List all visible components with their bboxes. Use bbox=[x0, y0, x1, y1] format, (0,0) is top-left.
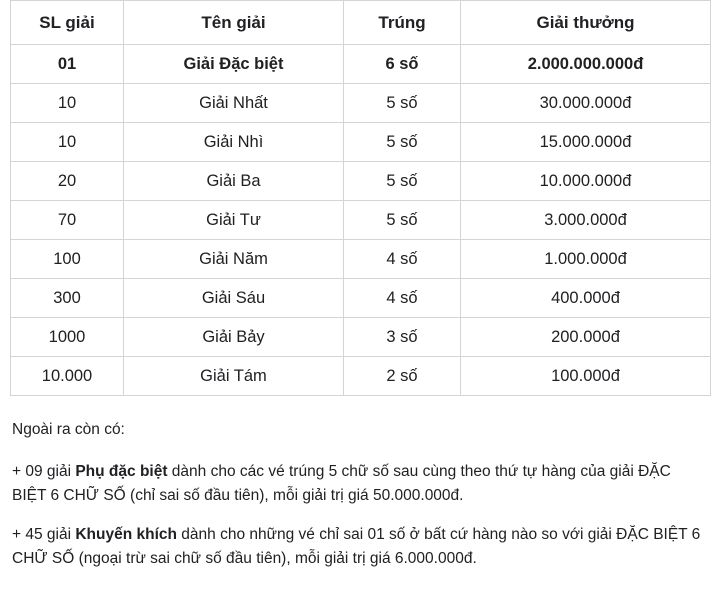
cell-prize: 1.000.000đ bbox=[461, 240, 711, 279]
additional-prizes-notes bbox=[12, 418, 708, 571]
cell-match: 4 số bbox=[344, 240, 461, 279]
column-header-match: Trúng bbox=[344, 1, 461, 45]
cell-match: 4 số bbox=[344, 279, 461, 318]
cell-name: Giải Tám bbox=[124, 357, 344, 396]
column-header-prize: Giải thưởng bbox=[461, 1, 711, 45]
table-row bbox=[11, 357, 711, 396]
cell-match: 5 số bbox=[344, 201, 461, 240]
cell-match: 5 số bbox=[344, 162, 461, 201]
cell-match: 3 số bbox=[344, 318, 461, 357]
cell-name: Giải Nhì bbox=[124, 123, 344, 162]
cell-name: Giải Nhất bbox=[124, 84, 344, 123]
cell-prize: 200.000đ bbox=[461, 318, 711, 357]
note2-rest: dành cho những vé chỉ sai 01 số ở bất cứ hàng nào so với giải ĐẶC BIỆT 6 CHỮ SỐ (ngoại trừ sai chữ số đầu tiên), mỗi giải trị giá 6.000.000đ. bbox=[12, 526, 701, 568]
note-consolation-prize bbox=[12, 523, 708, 571]
cell-prize: 2.000.000.000đ bbox=[461, 45, 711, 84]
cell-prize: 100.000đ bbox=[461, 357, 711, 396]
notes-intro: Ngoài ra còn có: bbox=[12, 421, 125, 438]
note2-prefix: + 45 giải bbox=[12, 526, 76, 544]
table-row bbox=[11, 162, 711, 201]
table-row bbox=[11, 201, 711, 240]
cell-count: 100 bbox=[11, 240, 124, 279]
table-row bbox=[11, 123, 711, 162]
column-header-name: Tên giải bbox=[124, 1, 344, 45]
note1-bold: Phụ đặc biệt bbox=[75, 463, 168, 481]
table-body bbox=[11, 45, 711, 396]
cell-prize: 400.000đ bbox=[461, 279, 711, 318]
table-row bbox=[11, 84, 711, 123]
cell-count: 01 bbox=[11, 45, 124, 84]
table-header-row bbox=[11, 1, 711, 45]
cell-prize: 30.000.000đ bbox=[461, 84, 711, 123]
cell-match: 6 số bbox=[344, 45, 461, 84]
cell-prize: 10.000.000đ bbox=[461, 162, 711, 201]
cell-name: Giải Bảy bbox=[124, 318, 344, 357]
table-row bbox=[11, 279, 711, 318]
table-row bbox=[11, 318, 711, 357]
table-row bbox=[11, 45, 711, 84]
cell-count: 300 bbox=[11, 279, 124, 318]
cell-count: 70 bbox=[11, 201, 124, 240]
column-header-count: SL giải bbox=[11, 1, 124, 45]
prize-table bbox=[10, 0, 711, 396]
table-row bbox=[11, 240, 711, 279]
note-special-sub-prize bbox=[12, 460, 708, 508]
cell-name: Giải Năm bbox=[124, 240, 344, 279]
note1-rest: dành cho các vé trúng 5 chữ số sau cùng theo thứ tự hàng của giải ĐẶC BIỆT 6 CHỮ SỐ (chỉ sai số đầu tiên), mỗi giải trị giá 50.000.000đ. bbox=[12, 463, 671, 505]
cell-match: 5 số bbox=[344, 123, 461, 162]
cell-match: 2 số bbox=[344, 357, 461, 396]
cell-name: Giải Sáu bbox=[124, 279, 344, 318]
cell-name: Giải Ba bbox=[124, 162, 344, 201]
cell-name: Giải Tư bbox=[124, 201, 344, 240]
table-header bbox=[11, 1, 711, 45]
note1-prefix: + 09 giải bbox=[12, 463, 76, 481]
cell-match: 5 số bbox=[344, 84, 461, 123]
cell-count: 20 bbox=[11, 162, 124, 201]
cell-prize: 15.000.000đ bbox=[461, 123, 711, 162]
cell-count: 10.000 bbox=[11, 357, 124, 396]
note2-bold: Khuyến khích bbox=[75, 526, 177, 544]
cell-count: 10 bbox=[11, 84, 124, 123]
cell-count: 1000 bbox=[11, 318, 124, 357]
cell-prize: 3.000.000đ bbox=[461, 201, 711, 240]
cell-name: Giải Đặc biệt bbox=[124, 45, 344, 84]
cell-count: 10 bbox=[11, 123, 124, 162]
